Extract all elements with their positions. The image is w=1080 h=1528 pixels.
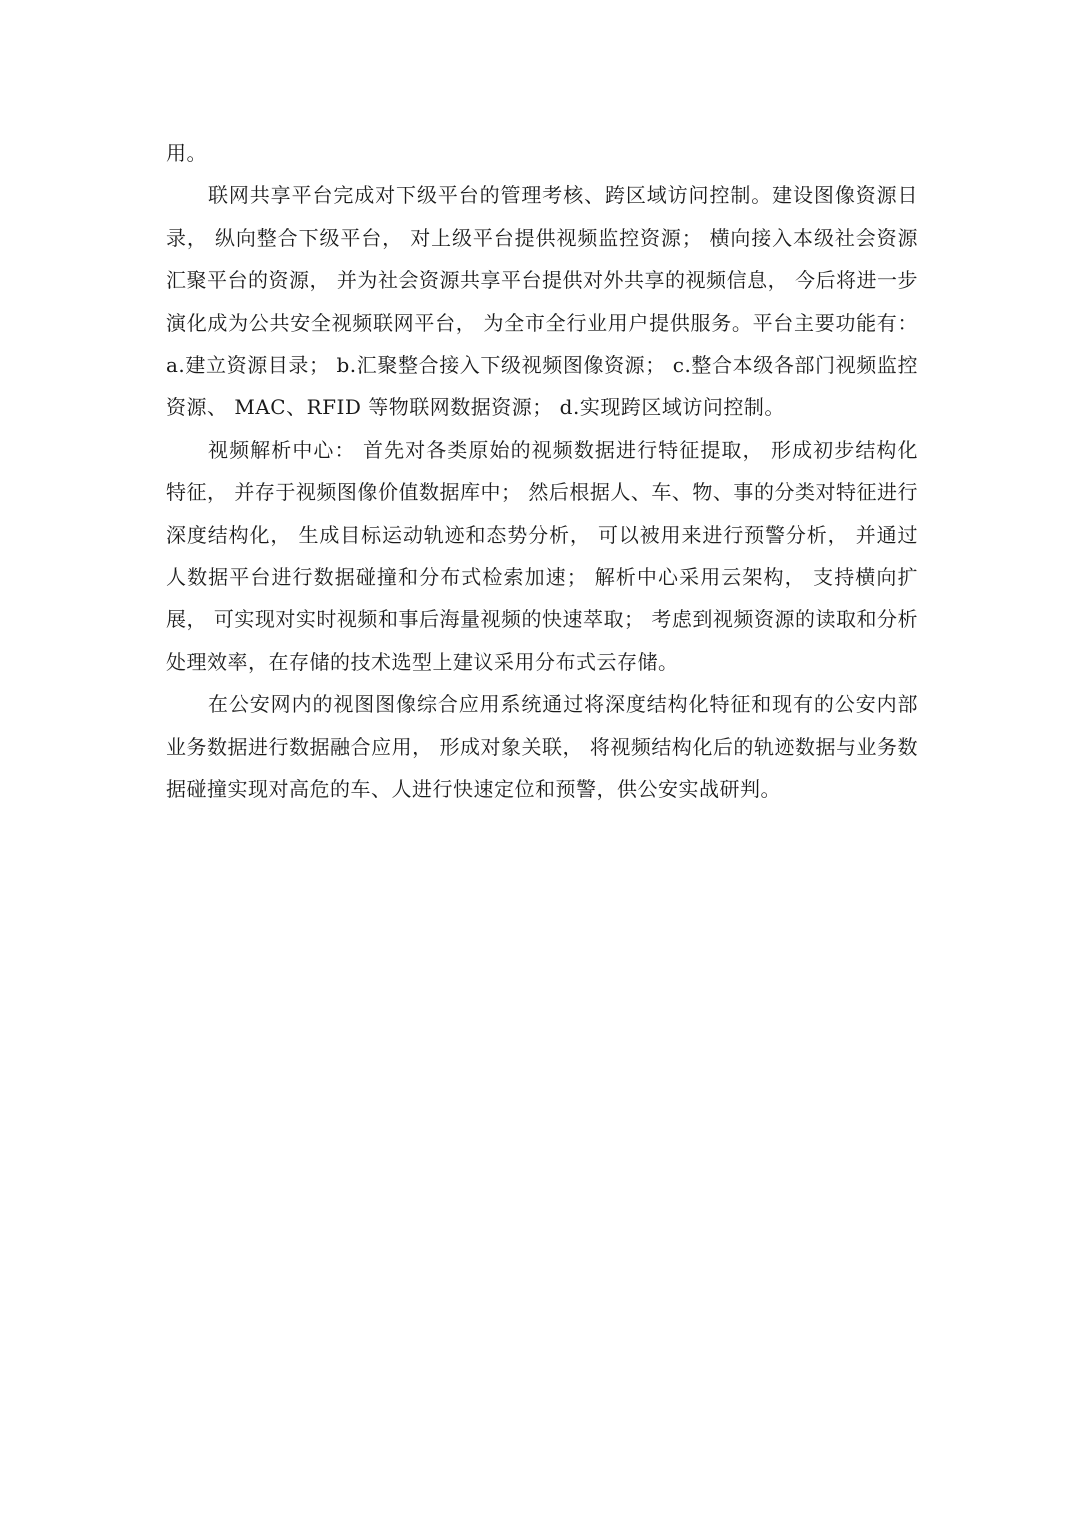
paragraph-video-analysis-center: 视频解析中心： 首先对各类原始的视频数据进行特征提取， 形成初步结构化特征， 并存于视频图像价值数据库中； 然后根据人、车、物、事的分类对特征进行深度结构化， 生成目标运动轨迹和态势分析， 可以被用来进行预警分析， 并通过人数据平台进行数据碰撞和分布式检索加速； 解析中心采用云架构， 支持横向扩展， 可实现对实时视频和事后海量视频的快速萃取； 考虑到视频资源的读取和分析处理效率，在存储的技术选型上建议采用分布式云存储。	[166, 437, 918, 674]
paragraph-continuation: 用。	[166, 141, 207, 165]
paragraph-integrated-application: 在公安网内的视图图像综合应用系统通过将深度结构化特征和现有的公安内部业务数据进行数据融合应用， 形成对象关联， 将视频结构化后的轨迹数据与业务数据碰撞实现对高危的车、人进行快速定位和预警，供公安实战研判。	[166, 692, 918, 802]
paragraph-sharing-platform: 联网共享平台完成对下级平台的管理考核、跨区域访问控制。建设图像资源日录， 纵向整合下级平台， 对上级平台提供视频监控资源； 横向接入本级社会资源汇聚平台的资源， 并为社会资源共享平台提供对外共享的视频信息， 今后将进一步演化成为公共安全视频联网平台， 为全市全行业用户提供服务。平台主要功能有： a.建立资源目录； b.汇聚整合接入下级视频图像资源； c.整合本级各部门视频监控资源、 MAC、RFID 等物联网数据资源； d.实现跨区域访问控制。	[166, 183, 918, 420]
document-body	[166, 132, 918, 811]
